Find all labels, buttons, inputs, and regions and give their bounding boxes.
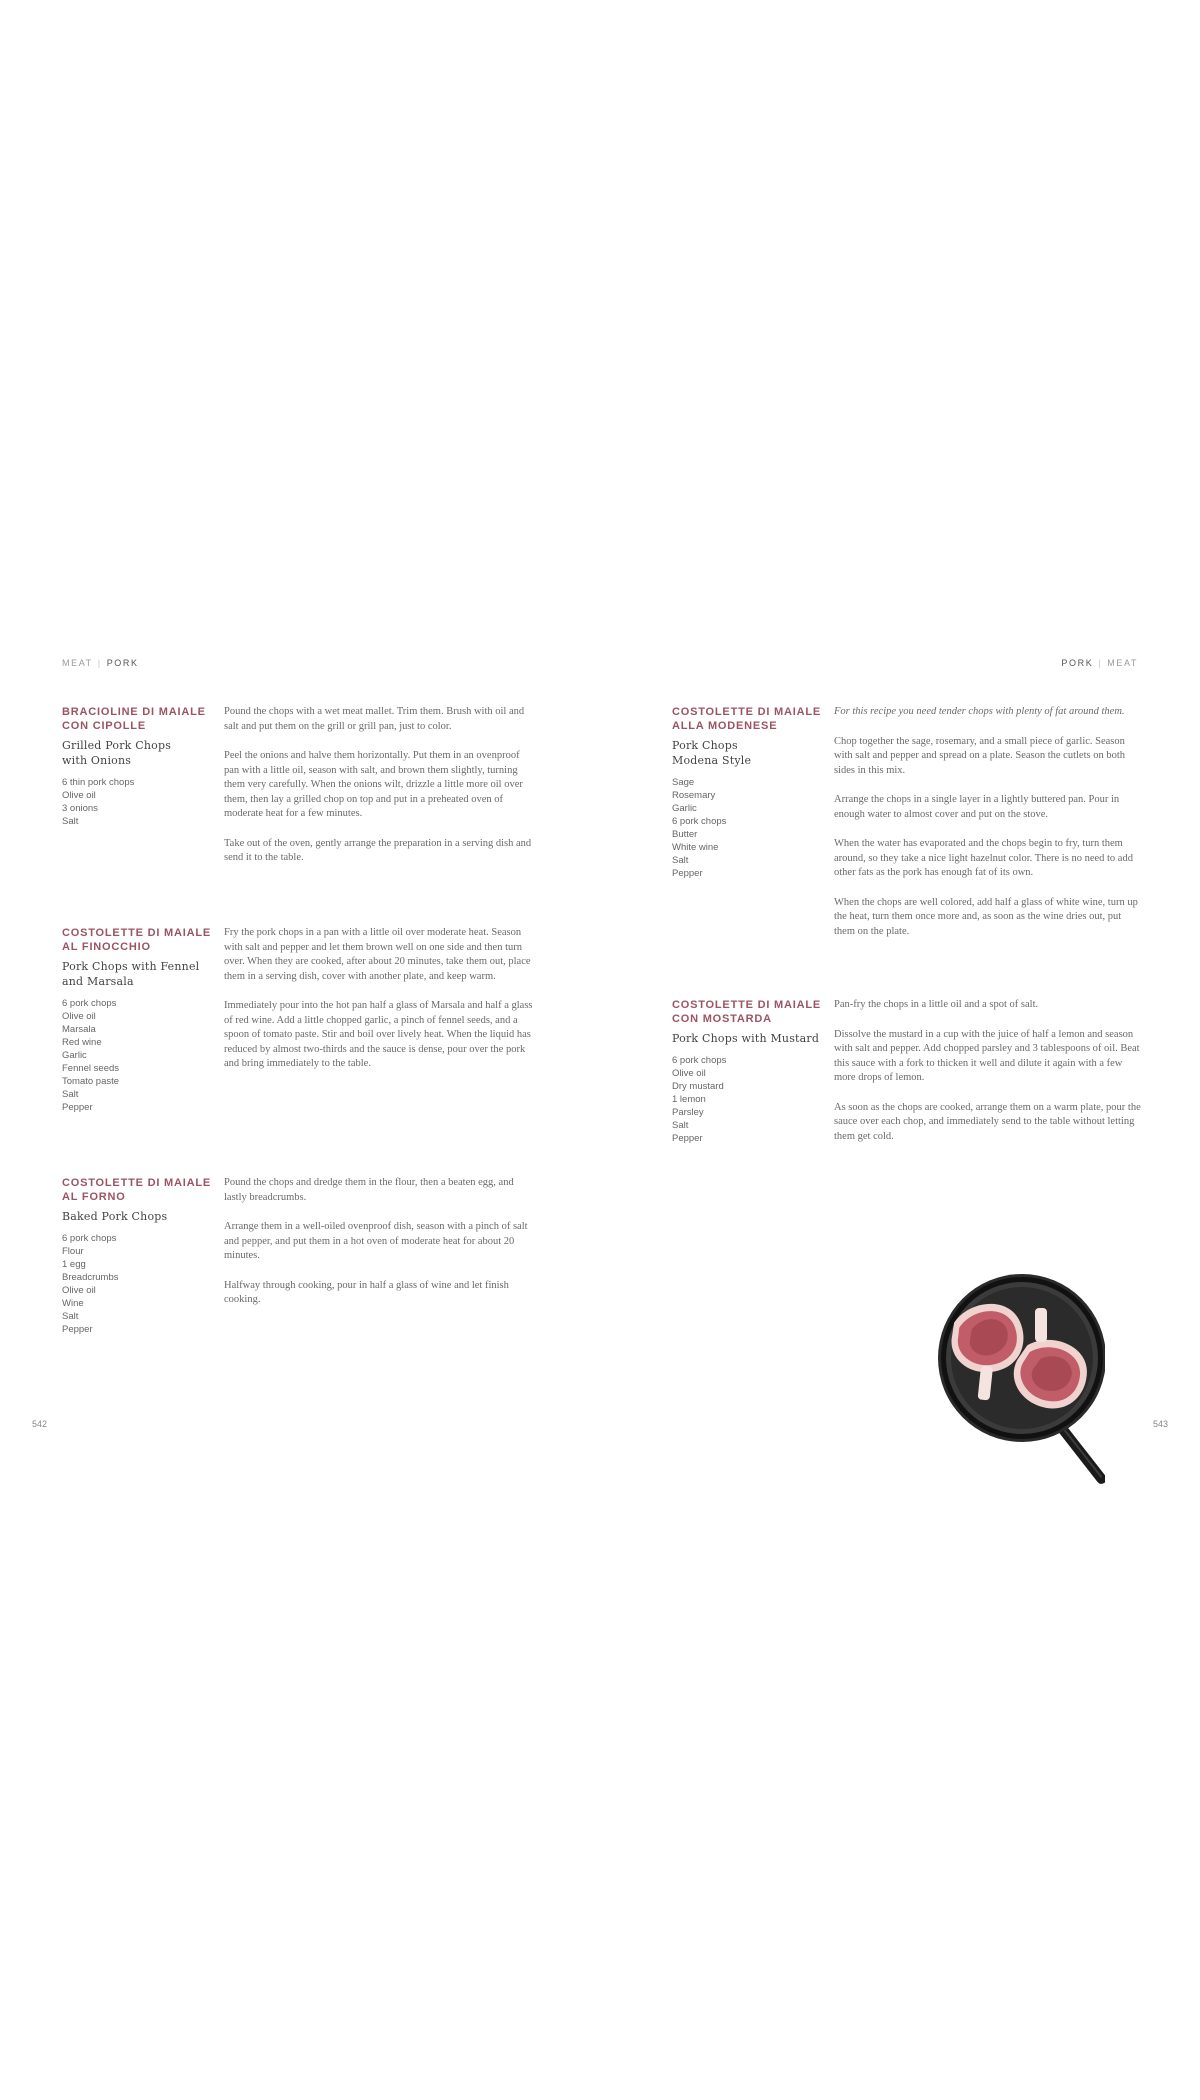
ingredient-list <box>672 776 822 880</box>
ingredient-item: Garlic <box>62 1050 87 1061</box>
running-head-section: MEAT <box>62 658 93 668</box>
recipe-method <box>224 1176 534 1323</box>
ingredient-item: Pepper <box>62 1102 93 1113</box>
page-number-right: 543 <box>1152 1419 1168 1429</box>
english-title-line: Baked Pork Chops <box>62 1210 168 1223</box>
ingredient-item: Salt <box>62 1089 79 1100</box>
recipe-sidebar <box>62 1176 212 1336</box>
ingredient-item: Marsala <box>62 1024 96 1035</box>
ingredient-item: 6 thin pork chops <box>62 777 135 788</box>
ingredient-item: Rosemary <box>672 790 716 801</box>
running-head-subsection: PORK <box>106 658 139 668</box>
method-paragraph: Arrange them in a well-oiled ovenproof dish, season with a pinch of salt and pepper, and put them in a hot oven of moderate heat for about 20 minutes. <box>224 1221 528 1261</box>
italian-title-line: COSTOLETTE DI MAIALE <box>62 927 212 939</box>
ingredient-item: Salt <box>672 1120 689 1131</box>
ingredient-item: Garlic <box>672 803 697 814</box>
italian-title-line: COSTOLETTE DI MAIALE <box>62 1177 212 1189</box>
running-head-subsection: PORK <box>1061 658 1094 668</box>
method-paragraph: Chop together the sage, rosemary, and a small piece of garlic. Season with salt and pepper and spread on a plate. Season the cutlets on both sides in this mix. <box>834 735 1126 776</box>
method-paragraph: Arrange the chops in a single layer in a lightly buttered pan. Pour in enough water to almost cover and put on the stove. <box>834 794 1120 820</box>
english-title-line: Pork Chops <box>672 739 738 752</box>
ingredient-item: Dry mustard <box>672 1081 724 1092</box>
english-recipe-title <box>62 738 212 768</box>
method-paragraph: Peel the onions and halve them horizontally. Put them in an ovenproof pan with a little oil, season with salt, and brown them slightly, turning them very carefully. When the onions wilt, drizzle a little more oil over them, then lay a grilled chop on top and put in a preheated oven of moderate heat for a few minutes. <box>224 750 523 819</box>
ingredient-item: Parsley <box>672 1107 704 1118</box>
running-head-right: PORK | MEAT <box>1061 658 1138 668</box>
ingredient-item: Pepper <box>62 1324 93 1335</box>
method-paragraph: Fry the pork chops in a pan with a little oil over moderate heat. Season with salt and pepper and let them brown well on one side and then turn over. When they are cooked, after about 20 minutes, take them out, place them in a serving dish, cover with another plate, and keep warm. <box>224 927 531 982</box>
ingredient-item: Sage <box>672 777 695 788</box>
ingredient-item: Breadcrumbs <box>62 1272 119 1283</box>
recipe-method <box>834 998 1144 1159</box>
italian-title-line: CON CIPOLLE <box>62 720 146 732</box>
recipe-intro: For this recipe you need tender chops with plenty of fat around them. <box>834 706 1125 717</box>
ingredient-list <box>62 1232 212 1336</box>
italian-title-line: ALLA MODENESE <box>672 720 778 732</box>
ingredient-list <box>672 1054 822 1145</box>
italian-title-line: BRACIOLINE DI MAIALE <box>62 706 206 718</box>
recipe-sidebar <box>672 705 822 880</box>
english-title-line: Modena Style <box>672 754 752 767</box>
english-recipe-title <box>672 738 822 768</box>
italian-title-line: COSTOLETTE DI MAIALE <box>672 999 822 1011</box>
ingredient-item: Olive oil <box>62 1285 96 1296</box>
ingredient-list <box>62 776 212 828</box>
ingredient-item: 6 pork chops <box>672 1055 727 1066</box>
method-paragraph: Halfway through cooking, pour in half a glass of wine and let finish cooking. <box>224 1279 509 1305</box>
method-paragraph: Take out of the oven, gently arrange the preparation in a serving dish and send it to the table. <box>224 837 532 863</box>
recipe-method <box>834 705 1144 954</box>
ingredient-item: Salt <box>62 1311 79 1322</box>
method-paragraph: Pan-fry the chops in a little oil and a spot of salt. <box>834 999 1039 1010</box>
method-paragraph: When the water has evaporated and the chops begin to fry, turn them around, so they take a nice light hazelnut color. There is no need to add other fats as the pork has enough fat of its own. <box>834 838 1133 878</box>
method-paragraph: When the chops are well colored, add half a glass of white wine, turn up the heat, turn them once more and, as soon as the wine dries out, put them on the plate. <box>834 896 1138 937</box>
ingredient-list <box>62 997 212 1114</box>
italian-recipe-title <box>672 998 822 1026</box>
italian-recipe-title <box>62 705 212 733</box>
italian-recipe-title <box>62 926 212 954</box>
italian-title-line: AL FINOCCHIO <box>62 941 151 953</box>
english-title-line: Grilled Pork Chops <box>62 739 172 752</box>
ingredient-item: Salt <box>62 816 79 827</box>
ingredient-item: 1 egg <box>62 1259 86 1270</box>
english-recipe-title <box>672 1031 822 1046</box>
english-recipe-title <box>62 1209 212 1224</box>
italian-recipe-title <box>672 705 822 733</box>
recipe-sidebar <box>672 998 822 1145</box>
ingredient-item: Salt <box>672 855 689 866</box>
ingredient-item: 3 onions <box>62 803 98 814</box>
frying-pan-with-pork-chops-icon <box>925 1262 1105 1484</box>
ingredient-item: Fennel seeds <box>62 1063 120 1074</box>
recipe-sidebar <box>62 705 212 828</box>
running-head-left: MEAT | PORK <box>62 658 139 668</box>
italian-recipe-title <box>62 1176 212 1204</box>
method-paragraph: Immediately pour into the hot pan half a glass of Marsala and half a glass of red wine. Add a little chopped garlic, a pinch of fennel seeds, and a spoon of tomato paste. Stir and boil over lively heat. When the liquid has reduced by almost two-thirds and the sauce is dense, pour over the pork and bring immediately to the table. <box>224 1000 533 1069</box>
running-head-section: MEAT <box>1107 658 1138 668</box>
recipe-sidebar <box>62 926 212 1114</box>
ingredient-item: Olive oil <box>62 790 96 801</box>
ingredient-item: Pepper <box>672 1133 703 1144</box>
ingredient-item: 1 lemon <box>672 1094 706 1105</box>
method-paragraph: As soon as the chops are cooked, arrange them on a warm plate, pour the sauce over each chop, and immediately send to the table without letting them get cold. <box>834 1101 1141 1142</box>
ingredient-item: Wine <box>62 1298 84 1309</box>
italian-title-line: CON MOSTARDA <box>672 1013 772 1025</box>
method-paragraph: Pound the chops and dredge them in the flour, then a beaten egg, and lastly breadcrumbs. <box>224 1177 514 1203</box>
ingredient-item: Butter <box>672 829 698 840</box>
ingredient-item: 6 pork chops <box>62 998 117 1009</box>
italian-title-line: AL FORNO <box>62 1191 126 1203</box>
recipe-method <box>224 926 534 1087</box>
english-title-line: with Onions <box>62 754 132 767</box>
recipe-method <box>224 705 534 881</box>
method-paragraph: Dissolve the mustard in a cup with the juice of half a lemon and season with salt and pepper. Add chopped parsley and 3 tablespoons of oil. Beat this sauce with a fork to thicken it well and dilute it again with a few more drops of lemon. <box>834 1028 1140 1083</box>
italian-title-line: COSTOLETTE DI MAIALE <box>672 706 822 718</box>
ingredient-item: White wine <box>672 842 719 853</box>
ingredient-item: Olive oil <box>62 1011 96 1022</box>
ingredient-item: 6 pork chops <box>672 816 727 827</box>
ingredient-item: Pepper <box>672 868 703 879</box>
method-paragraph: Pound the chops with a wet meat mallet. Trim them. Brush with oil and salt and put them on the grill or grill pan, just to color. <box>224 706 525 732</box>
english-title-line: and Marsala <box>62 975 134 988</box>
ingredient-item: Flour <box>62 1246 84 1257</box>
english-title-line: Pork Chops with Mustard <box>672 1032 820 1045</box>
english-recipe-title <box>62 959 212 989</box>
ingredient-item: 6 pork chops <box>62 1233 117 1244</box>
ingredient-item: Olive oil <box>672 1068 706 1079</box>
ingredient-item: Tomato paste <box>62 1076 120 1087</box>
english-title-line: Pork Chops with Fennel <box>62 960 200 973</box>
ingredient-item: Red wine <box>62 1037 102 1048</box>
page-number-left: 542 <box>32 1419 48 1429</box>
